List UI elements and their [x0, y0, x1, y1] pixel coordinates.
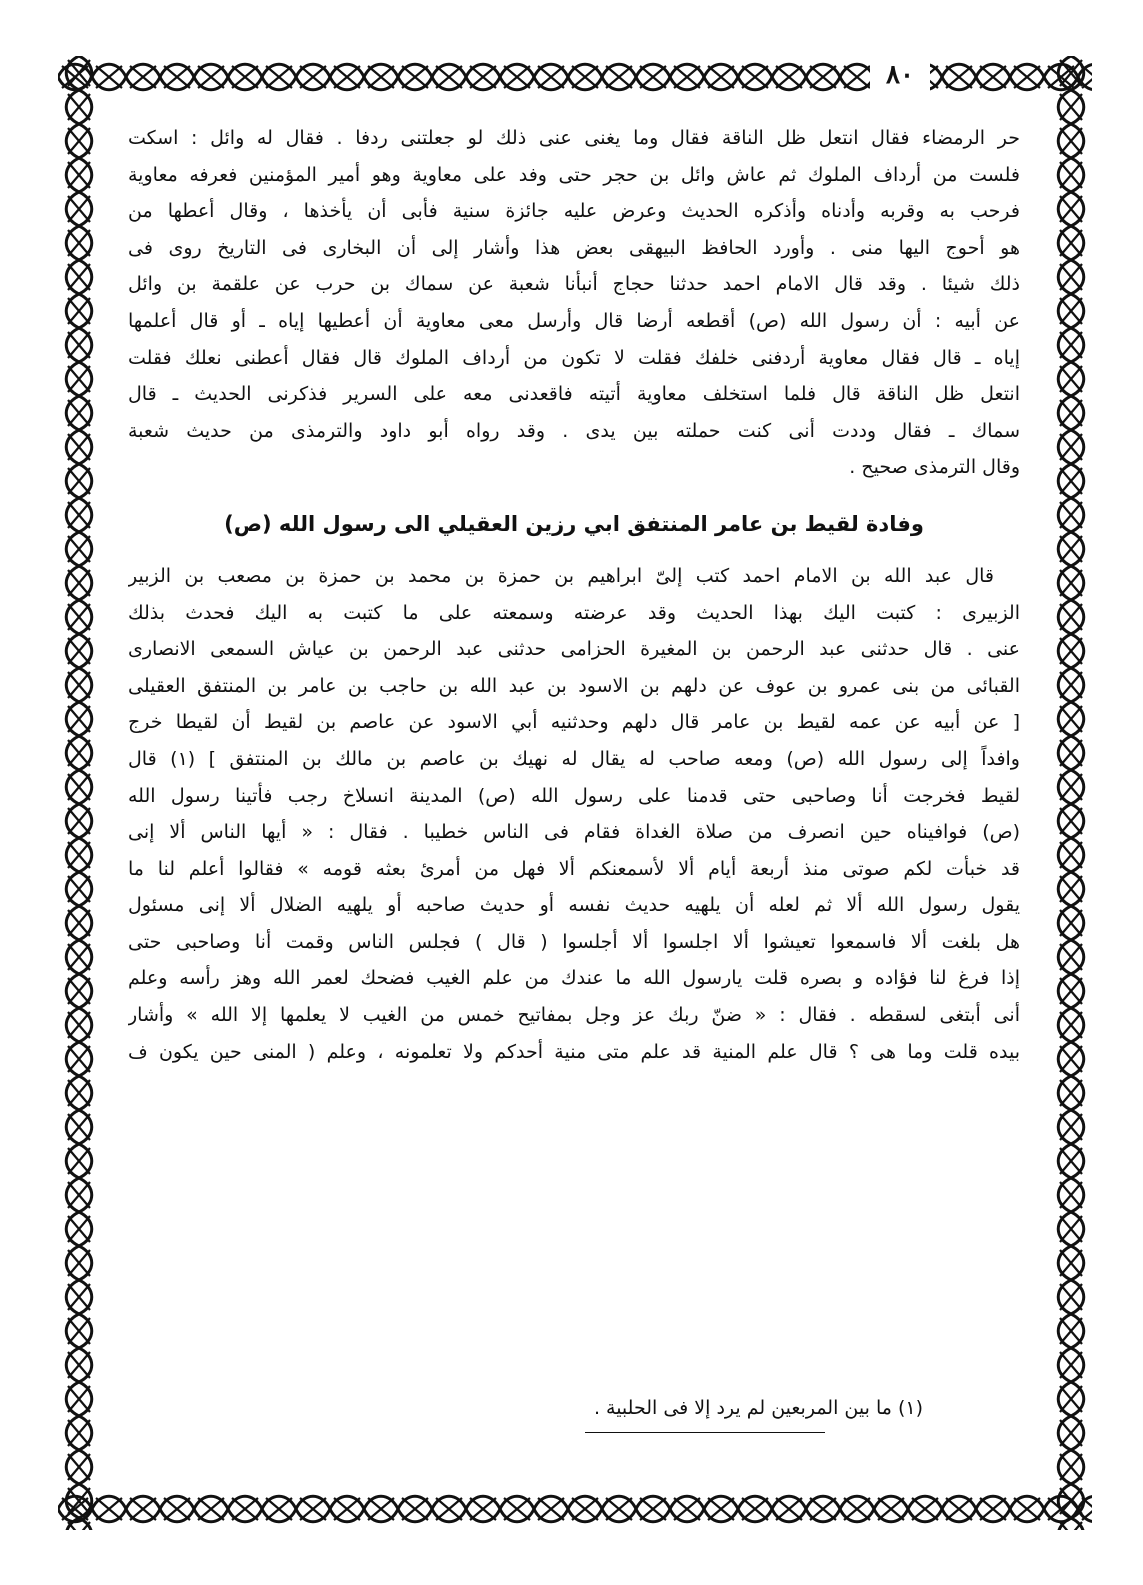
- text-line: الزبيرى : كتبت اليك بهذا الحديث وقد عرضته وسمعته على ما كتبت به اليك فحدث بذلك: [128, 601, 1020, 624]
- footnote: (١) ما بين المربعين لم يرد إلا فى الحلبية .: [593, 1397, 923, 1419]
- footnote-divider: [585, 1432, 825, 1433]
- paragraph-1: [128, 120, 1020, 486]
- text-line: إياه ـ قال فقال معاوية أردفنى خلفك فقلت لا تكون من أرداف الملوك قال فقال أعطنى نعلك فقلت: [128, 346, 1020, 369]
- text-line: [ عن أبيه عن عمه لقيط بن عامر قال دلهم وحدثنيه أبي الاسود عن عاصم بن لقيط أن لقيطا خرج: [128, 711, 1020, 734]
- text-line: يقول رسول الله ألا ثم لعله أن يلهيه حديث نفسه أو حديث صاحبه أو يلهيه الضلال ألا إنى مسئول: [128, 894, 1020, 917]
- text-line: وقال الترمذى صحيح .: [849, 456, 1020, 479]
- text-line: فرحب به وقربه وأدناه وأذكره الحديث وعرض عليه جائزة سنية فأبى أن يأخذها ، وقال أعطها من: [128, 200, 1020, 223]
- text-line: فلست من أرداف الملوك ثم عاش وائل بن حجر حتى وفد على معاوية وهو أمير المؤمنين فعرفه معاوية: [128, 163, 1020, 186]
- text-line: سماك ـ فقال وددت أنى كنت حملته بين يدى . وقد رواه أبو داود والترمذى من حديث شعبة: [128, 419, 1020, 442]
- text-line: (ص) فوافيناه حين انصرف من صلاة الغداة فقام فى الناس خطيبا . فقال : « أيها الناس ألا إنى: [128, 821, 1020, 844]
- paragraph-2: [128, 558, 1020, 1070]
- text-line: انتعل ظل الناقة قال فلما استخلف معاوية أتيته فاقعدنى معه على السرير فذكرنى الحديث ـ قال: [128, 383, 1020, 406]
- section-heading: وفادة لقيط بن عامر المنتفق ابي رزين العقيلي الى رسول الله (ص): [224, 511, 924, 536]
- text-line: ذلك شيئا . وقد قال الامام احمد حدثنا حجاج أنبأنا شعبة عن سماك بن حرب عن علقمة بن وائل: [128, 273, 1020, 296]
- page-body: [128, 120, 1020, 1480]
- page-number: ٨٠: [870, 58, 930, 92]
- text-line: عنى . قال حدثنى عبد الرحمن بن المغيرة الحزامى حدثنى عبد الرحمن بن عياش السمعى الانصارى: [128, 638, 1020, 661]
- text-line: القبائى من بنى عمرو بن عوف عن دلهم بن الاسود بن عبد الله بن حاجب بن عامر بن المنتفق العقيلى: [128, 674, 1020, 697]
- text-line: وافداً إلى رسول الله (ص) ومعه صاحب له يقال له نهيك بن عاصم بن مالك بن المنتفق ] (١) قال: [128, 747, 1020, 770]
- text-line: عن أبيه : أن رسول الله (ص) أقطعه أرضا قال وأرسل معى معاوية أن أعطيها إياه ـ أو قال أعلمها: [128, 309, 1020, 332]
- ornamental-border-top: [58, 56, 1092, 98]
- text-line: قال عبد الله بن الامام احمد كتب إلىّ ابراهيم بن حمزة بن محمد بن حمزة بن مصعب بن الزبير: [128, 564, 994, 587]
- text-line: قد خبأت لكم صوتى منذ أربعة أيام ألا لأسمعنكم ألا فهل من أمرئ بعثه قومه » فقالوا أعلم لنا ما: [128, 857, 1020, 880]
- text-line: لقيط فخرجت أنا وصاحبى حتى قدمنا على رسول الله (ص) المدينة انسلاخ رجب فأتينا رسول الله: [128, 784, 1020, 807]
- text-line: أنى أبتغى لسقطه . فقال : « ضنّ ربك عز وجل بمفاتيح خمس من الغيب لا يعلمها إلا الله » وأشار: [128, 1004, 1020, 1027]
- text-line: حر الرمضاء فقال انتعل ظل الناقة فقال وما يغنى عنى ذلك لو جعلتنى ردفا . فقال له وائل : اسكت: [128, 127, 1020, 149]
- ornamental-border-left: [58, 56, 100, 1530]
- ornamental-border-bottom: [58, 1488, 1092, 1530]
- text-line: هل بلغت ألا فاسمعوا تعيشوا ألا اجلسوا ألا أجلسوا ( قال ) فجلس الناس وقمت أنا وصاحبى حتى: [128, 930, 1020, 953]
- ornamental-border-right: [1050, 56, 1092, 1530]
- text-line: هو أحوج اليها منى . وأورد الحافظ البيهقى بعض هذا وأشار إلى أن البخارى فى التاريخ روى فى: [128, 236, 1020, 259]
- text-line: إذا فرغ لنا فؤاده و بصره قلت يارسول الله ما عندك من علم الغيب فضحك لعمر الله وهز رأسه وعلم: [128, 967, 1020, 990]
- text-line: بيده قلت وما هى ؟ قال علم المنية قد علم متى منية أحدكم ولا تعلمونه ، وعلم ( المنى حين يكون ف: [128, 1040, 1020, 1063]
